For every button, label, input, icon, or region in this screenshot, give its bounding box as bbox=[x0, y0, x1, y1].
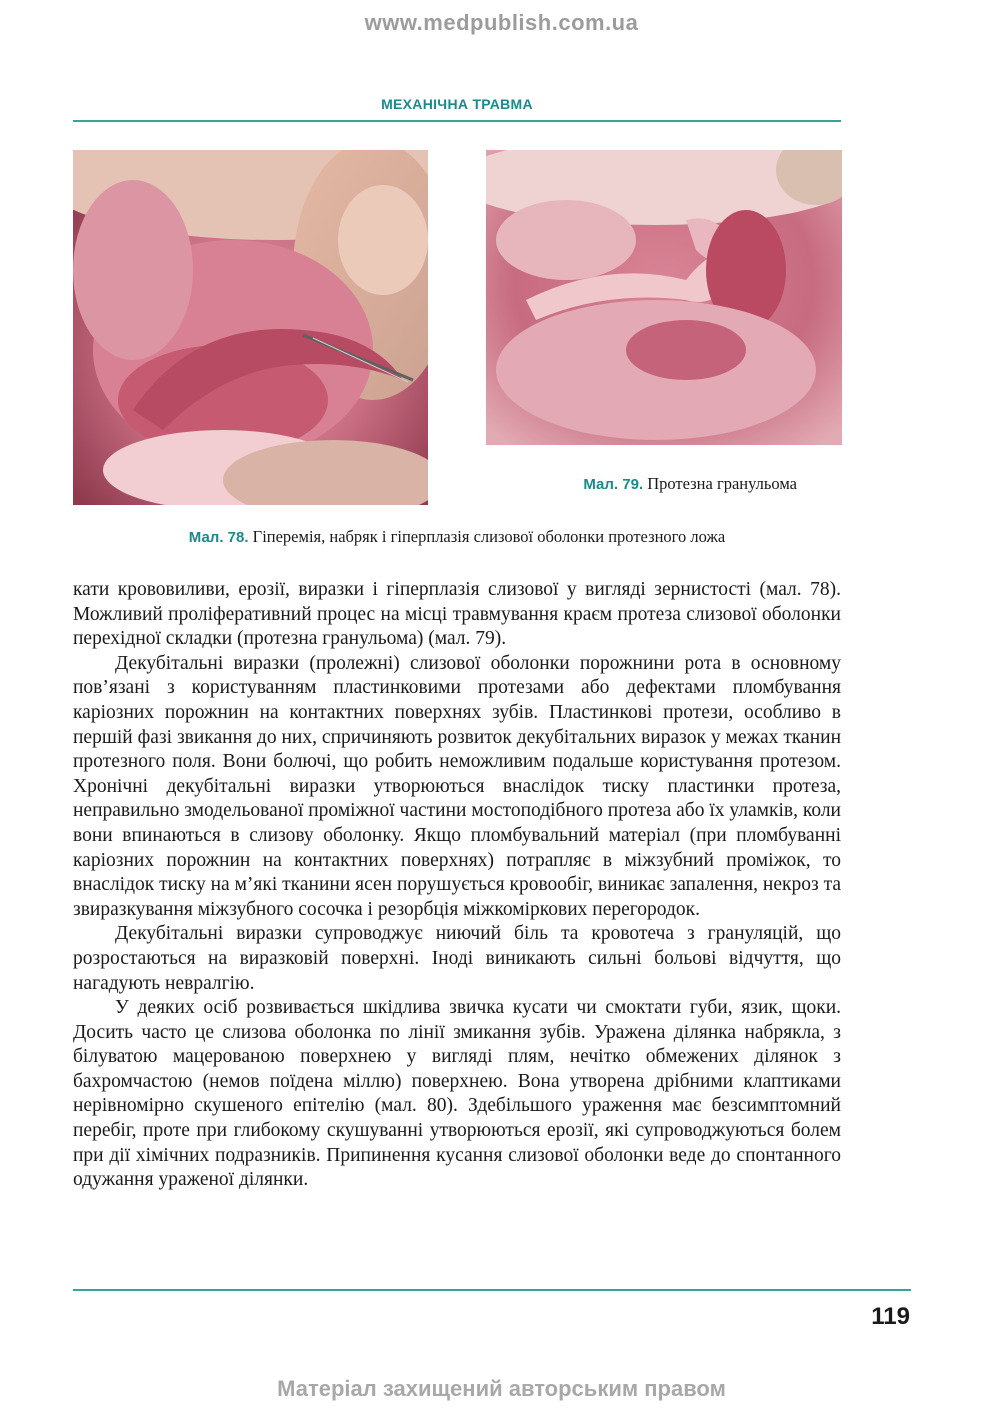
figure-78-caption-text: Гіперемія, набряк і гіперплазія слизової оболонки протезного ложа bbox=[252, 527, 726, 546]
page-number: 119 bbox=[871, 1303, 910, 1330]
paragraph: У деяких осіб розвивається шкідлива звичка кусати чи смоктати губи, язик, щоки. Досить часто це слизова оболонка по лінії змикання зубів. Уражена ділянка набрякла, з білуватою мацерованою поверхнею у вигляді плям, нечітко обмежених ділянок з бахромчастою (немов поїдена міллю) поверхнею. Вона утворена дрібними клаптиками нерівномірно скушеного епітелію (мал. 80). Здебільшого ураження має безсимптомний перебіг, проте при глибокому скушуванні утворюються ерозії, які супроводжуються болем при дії хімічних подразників. Припинення кусання слизової оболонки веде до спонтанного одужання ураженої ділянки. bbox=[73, 997, 841, 1191]
paragraph: кати крововиливи, ерозії, виразки і гіперплазія слизової у вигляді зернистості (мал. 78). Можливий проліферативний процес на місці травмування краєм протеза слизової оболонки перехідної складки (протезна гранульома) (мал. 79). bbox=[73, 579, 841, 650]
watermark-top: www.medpublish.com.ua bbox=[364, 10, 639, 35]
figure-79-label: Мал. 79. bbox=[583, 476, 644, 493]
figure-79-photo bbox=[486, 150, 842, 445]
section-title: МЕХАНІЧНА ТРАВМА bbox=[381, 96, 533, 112]
paragraph: Декубітальні виразки (пролежні) слизової оболонки порожнини рота в основному пов’язані з користуванням пластинковими протезами або дефектами пломбування каріозних порожнин на контактних поверхнях зубів. Пластинкові протези, особливо в першій фазі звикання до них, спричиняють розвиток декубітальних виразок у межах тканин протезного поля. Вони болючі, що робить неможливим подальше користування протезом. Хронічні декубітальні виразки утворюються внаслідок тиску пластинки протеза, неправильно змодельованої проміжної частини мостоподібного протеза або їх уламків, коли вони впинаються в слизову оболонку. Якщо пломбувальний матеріал (при пломбуванні каріозних порожнин на контактних поверхнях) потрапляє в міжзубний проміжок, то внаслідок тиску на м’які тканини ясен порушується кровообіг, виникає запалення, некроз та звиразкування міжзубного сосочка і резорбція міжкоміркових перегородок. bbox=[73, 652, 841, 920]
figure-79-caption-text: Протезна гранульома bbox=[647, 474, 797, 493]
watermark-bottom: Матеріал захищений авторським правом bbox=[277, 1376, 726, 1401]
paragraph: Декубітальні виразки супроводжує ниючий біль та кровотеча з грануляцій, що розростаються на виразковій поверхні. Іноді виникають сильні больові відчуття, що нагадують невралгію. bbox=[73, 923, 841, 994]
footer-divider bbox=[73, 1289, 911, 1291]
figure-78-photo bbox=[73, 150, 428, 505]
figure-78-label: Мал. 78. bbox=[188, 529, 249, 546]
header-divider bbox=[73, 120, 841, 122]
body-text bbox=[73, 578, 841, 1193]
figure-78-caption bbox=[73, 527, 841, 547]
figure-79-caption bbox=[486, 474, 842, 494]
